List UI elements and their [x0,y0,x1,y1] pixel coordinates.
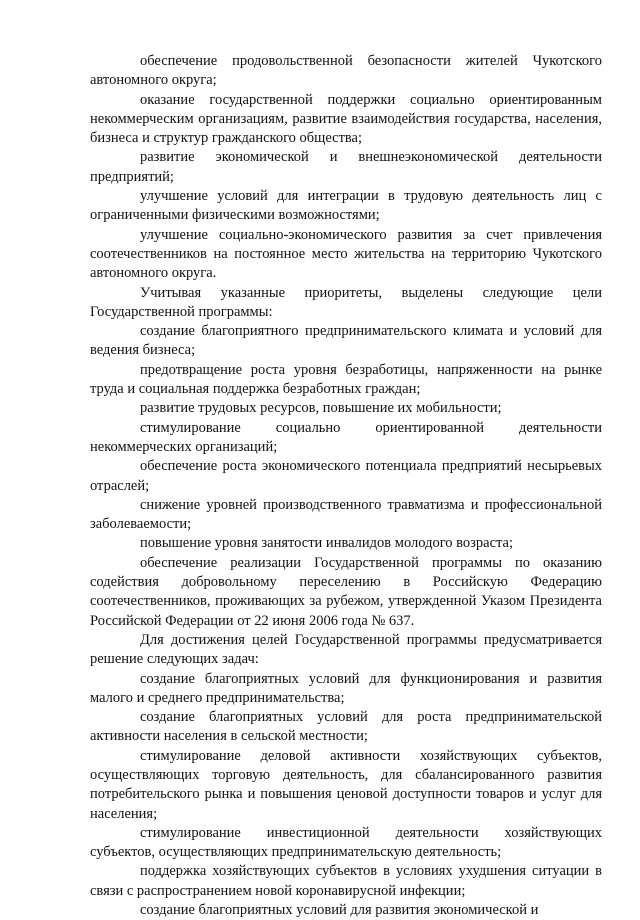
paragraph-goals-intro: Учитывая указанные приоритеты, выделены следующие цели Государственной программы: [90,284,602,320]
document-page [90,52,602,920]
paragraph-goal-economic-potential: обеспечение роста экономического потенциала предприятий несырьевых отраслей; [90,458,602,494]
paragraph-nko-support: оказание государственной поддержки социально ориентированным некоммерческим организациям, развитие взаимодействия государства, населения, бизнеса и структур гражданского общества; [90,91,602,147]
paragraph-goal-labor-resources: развитие трудовых ресурсов, повышение их мобильности; [140,400,502,417]
paragraph-task-small-business: создание благоприятных условий для функционирования и развития малого и среднего предпринимательства; [90,670,602,706]
paragraph-task-investment: стимулирование инвестиционной деятельности хозяйствующих субъектов, осуществляющих предпринимательскую деятельность; [90,824,602,861]
paragraph-tasks-intro: Для достижения целей Государственной программы предусматривается решение следующих задач: [90,631,602,668]
paragraph-goal-disabled-employment: повышение уровня занятости инвалидов молодого возраста; [140,535,513,552]
paragraph-task-rural-activity: создание благоприятных условий для роста предпринимательской активности населения в сельской местности; [90,709,602,745]
paragraph-goal-resettlement-program: обеспечение реализации Государственной программы по оказанию содействия добровольному переселению в Российскую Федерацию соотечественников, проживающих за рубежом, утвержденной Указом Президента Российской Федерации от 22 июня 2006 года № 637. [90,554,602,629]
paragraph-goal-business-climate: создание благоприятного предпринимательского климата и условий для ведения бизнеса; [90,323,602,359]
paragraph-goal-unemployment: предотвращение роста уровня безработицы, напряженности на рынке труда и социальная поддержка безработных граждан; [90,361,602,398]
paragraph-economic-activity: развитие экономической и внешнеэкономической деятельности предприятий; [90,149,602,185]
paragraph-goal-nko-stimulation: стимулирование социально ориентированной деятельности некоммерческих организаций; [90,419,602,455]
paragraph-compatriots-development: улучшение социально-экономического развития за счет привлечения соотечественников на постоянное место жительства на территорию Чукотского автономного округа. [90,226,602,282]
paragraph-task-covid-support: поддержка хозяйствующих субъектов в условиях ухудшения ситуации в связи с распространением новой коронавирусной инфекции; [90,863,602,899]
paragraph-goal-injury-reduction: снижение уровней производственного травматизма и профессиональной заболеваемости; [90,496,602,533]
paragraph-food-security: обеспечение продовольственной безопасности жителей Чукотского автономного округа; [90,53,602,89]
paragraph-task-trade-activity: стимулирование деловой активности хозяйствующих субъектов, осуществляющих торговую деятельность, для сбалансированного развития потребительского рынка и повышения ценовой доступности товаров и услуг для населения; [90,747,602,822]
paragraph-task-economic-conditions: создание благоприятных условий для развития экономической и [140,902,539,919]
paragraph-disabled-integration: улучшение условий для интеграции в трудовую деятельность лиц с ограниченными физическими возможностями; [90,188,602,224]
